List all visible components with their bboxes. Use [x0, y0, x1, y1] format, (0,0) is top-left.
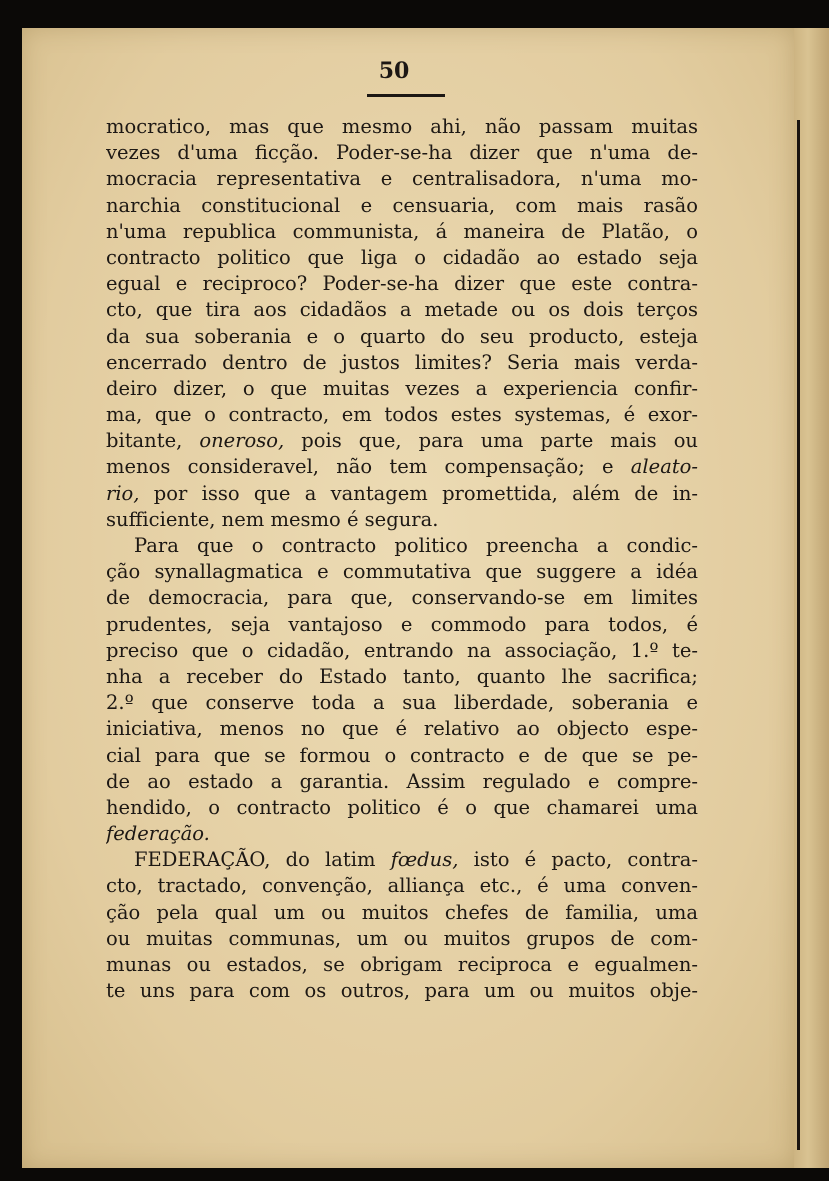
- text-line: ou muitas communas, um ou muitos grupos de com-: [106, 926, 698, 950]
- adjacent-page-edge-line: [797, 120, 800, 1150]
- text-line: ção pela qual um ou muitos chefes de familia, uma: [106, 900, 698, 924]
- text-line: munas ou estados, se obrigam reciproca e egualmen-: [106, 953, 698, 976]
- italic-term: rio,: [106, 481, 140, 505]
- text-line: ção synallagmatica e commutativa que suggere a idéa: [106, 560, 698, 584]
- text-line: Para que o contracto politico preencha a condic-: [134, 534, 698, 557]
- text-line: nha a receber do Estado tanto, quanto lhe sacrifica;: [106, 664, 698, 688]
- italic-term: federação.: [106, 822, 210, 846]
- text-span: FEDERAÇÃO, do latim: [134, 848, 376, 872]
- text-line: mocratico, mas que mesmo ahi, não passam muitas: [106, 115, 698, 138]
- text-line: cto, que tira aos cidadãos a metade ou os dois terços: [106, 298, 698, 322]
- text-span: isto é pacto, contra-: [473, 848, 698, 872]
- text-span: por isso que a vantagem promettida, além de in-: [153, 481, 698, 505]
- text-line: mocracia representativa e centralisadora, n'uma mo-: [106, 167, 698, 191]
- text-line: cial para que se formou o contracto e de que se pe-: [106, 743, 698, 767]
- text-line: preciso que o cidadão, entrando na associação, 1.º te-: [106, 638, 698, 662]
- italic-term: oneroso,: [199, 429, 285, 453]
- text-line: sufficiente, nem mesmo é segura.: [106, 507, 439, 531]
- page-number: 50: [378, 58, 410, 84]
- text-line: [106, 428, 698, 454]
- text-line: deiro dizer, o que muitas vezes a experiencia confir-: [106, 376, 698, 400]
- text-line: [106, 454, 698, 480]
- text-line: ma, que o contracto, em todos estes systemas, é exor-: [106, 403, 698, 427]
- text-line: egual e reciproco? Poder-se-ha dizer que este contra-: [106, 272, 698, 296]
- text-line: da sua soberania e o quarto do seu producto, esteja: [106, 324, 698, 348]
- text-line: te uns para com os outros, para um ou muitos obje-: [106, 979, 698, 1003]
- text-line: encerrado dentro de justos limites? Seria mais verda-: [106, 350, 698, 374]
- text-span: pois que, para uma parte mais ou: [301, 429, 698, 453]
- italic-term: fœdus,: [390, 848, 459, 872]
- text-line: [106, 847, 698, 873]
- text-span: menos consideravel, não tem compensação; e: [106, 455, 614, 479]
- body-text: [106, 114, 698, 1004]
- text-line: contracto politico que liga o cidadão ao estado seja: [106, 245, 698, 269]
- text-line: de democracia, para que, conservando-se em limites: [106, 586, 698, 610]
- text-line: de ao estado a garantia. Assim regulado e compre-: [106, 769, 698, 793]
- text-line: narchia constitucional e censuaria, com mais rasão: [106, 193, 698, 217]
- text-line: iniciativa, menos no que é relativo ao objecto espe-: [106, 717, 698, 741]
- text-line: [106, 481, 698, 507]
- text-span: bitante,: [106, 429, 183, 453]
- header-rule: [367, 94, 445, 97]
- text-line: cto, tractado, convenção, alliança etc., é uma conven-: [106, 874, 698, 898]
- text-line: vezes d'uma ficção. Poder-se-ha dizer que n'uma de-: [106, 141, 698, 165]
- text-line: n'uma republica communista, á maneira de Platão, o: [106, 219, 698, 243]
- text-line: prudentes, seja vantajoso e commodo para todos, é: [106, 612, 698, 636]
- text-line: hendido, o contracto politico é o que chamarei uma: [106, 795, 698, 819]
- text-line: 2.º que conserve toda a sua liberdade, soberania e: [106, 691, 698, 715]
- italic-term: aleato-: [630, 455, 698, 479]
